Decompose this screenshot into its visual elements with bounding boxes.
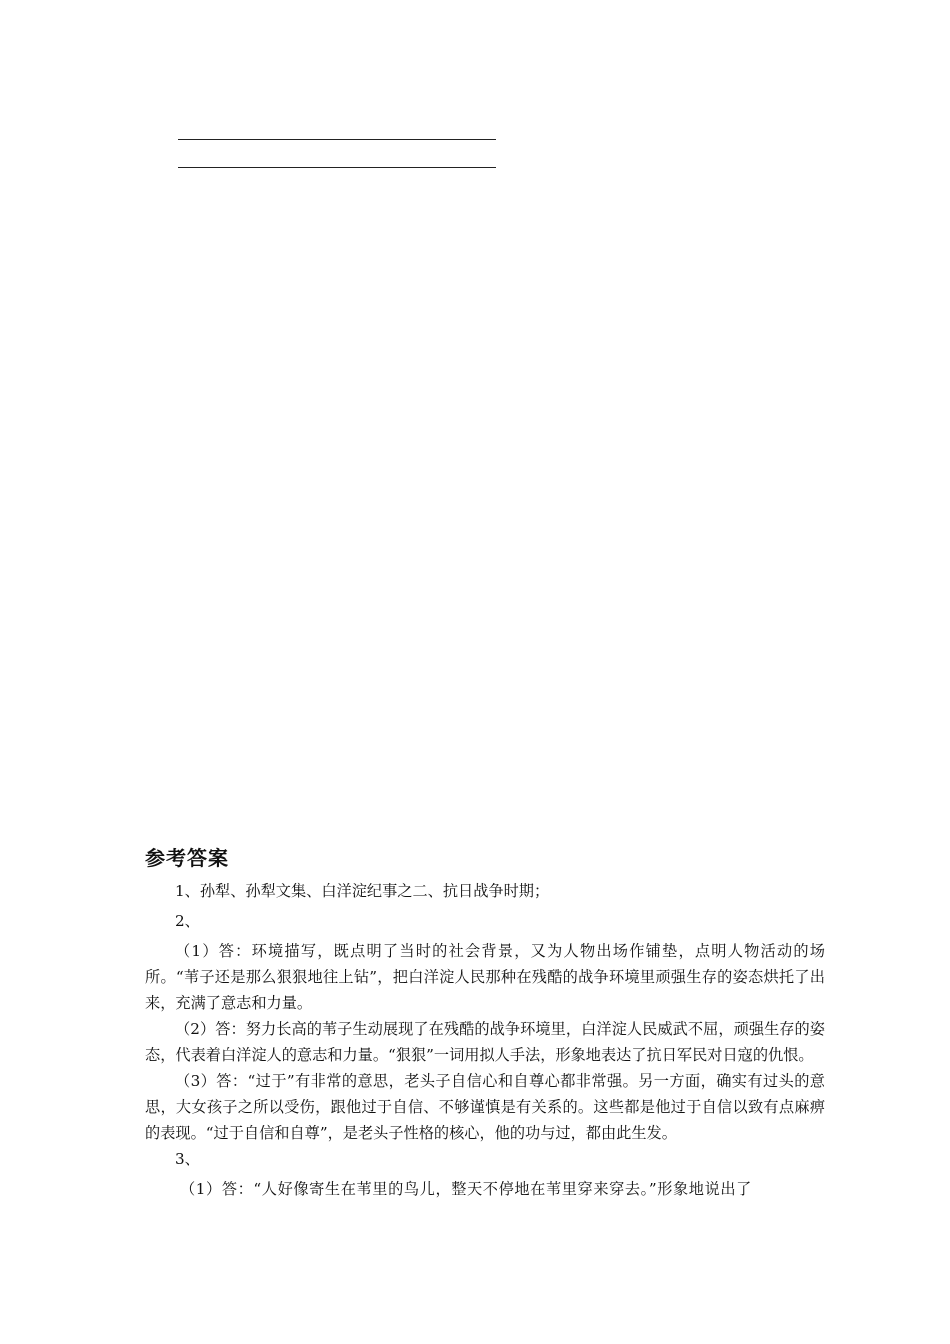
answer-blank-line-1 [178,139,496,140]
reference-answers-section [145,842,825,1202]
answer-item-3: 3、 [175,1150,200,1168]
answer-item-1: 1、孙犁、孙犁文集、白洋淀纪事之二、抗日战争时期； [175,882,550,900]
answer-item-3-1: （1）答：“人好像寄生在苇里的鸟儿，整天不停地在苇里穿来穿去。”形象地说出了 [180,1180,752,1198]
answer-item-2: 2、 [175,912,200,930]
section-heading: 参考答案 [145,846,229,870]
answer-item-2-1: （1）答：环境描写，既点明了当时的社会背景，又为人物出场作铺垫，点明人物活动的场所。“苇子还是那么狠狠地往上钻”，把白洋淀人民那种在残酷的战争环境里顽强生存的姿态烘托了出来，充满了意志和力量。 [145,942,825,1012]
answer-item-2-3: （3）答：“过于”有非常的意思，老头子自信心和自尊心都非常强。另一方面，确实有过头的意思，大女孩子之所以受伤，跟他过于自信、不够谨慎是有关系的。这些都是他过于自信以致有点麻痹的表现。“过于自信和自尊”，是老头子性格的核心，他的功与过，都由此生发。 [145,1072,825,1142]
answer-item-2-2: （2）答：努力长高的苇子生动展现了在残酷的战争环境里，白洋淀人民威武不屈，顽强生存的姿态，代表着白洋淀人的意志和力量。“狠狠”一词用拟人手法，形象地表达了抗日军民对日寇的仇恨。 [145,1020,825,1064]
answer-blank-line-2 [178,167,496,168]
